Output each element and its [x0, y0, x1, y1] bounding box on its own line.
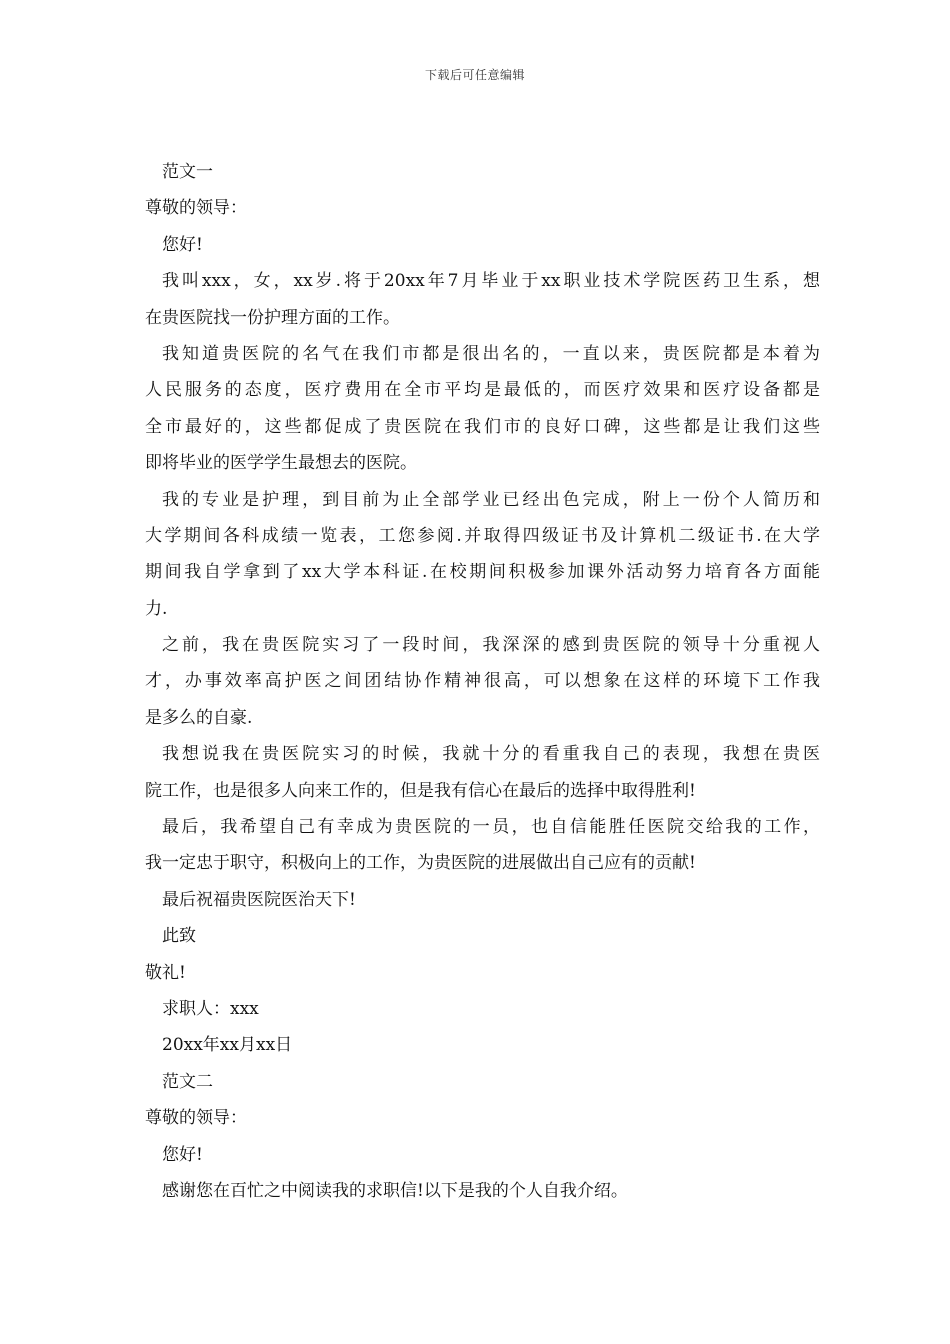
paragraph-line: 我的专业是护理，到目前为止全部学业已经出色完成，附上一份个人简历和	[162, 489, 820, 510]
paragraph-line: 在贵医院找一份护理方面的工作。	[145, 307, 400, 328]
closing-line: 此致	[162, 926, 196, 947]
paragraph-line: 院工作，也是很多人向来工作的，但是我有信心在最后的选择中取得胜利!	[145, 780, 696, 801]
paragraph-line: 是多么的自豪.	[145, 707, 253, 728]
paragraph-line: 力.	[145, 598, 168, 619]
paragraph-line: 人民服务的态度，医疗费用在全市平均是最低的，而医疗效果和医疗设备都是	[145, 380, 820, 401]
paragraph-line: 才，办事效率高护医之间团结协作精神很高，可以想象在这样的环境下工作我	[145, 671, 820, 692]
salutation: 尊敬的领导：	[145, 198, 247, 219]
blessing: 最后祝福贵医院医治天下!	[162, 889, 356, 910]
paragraph-line: 我想说我在贵医院实习的时候，我就十分的看重我自己的表现，我想在贵医	[162, 744, 820, 765]
paragraph-line: 我一定忠于职守，积极向上的工作，为贵医院的进展做出自己应有的贡献!	[145, 853, 696, 874]
applicant-signature: 求职人：xxx	[162, 998, 259, 1019]
paragraph-line: 即将毕业的医学学生最想去的医院。	[145, 453, 417, 474]
section-title: 范文二	[162, 1071, 213, 1092]
salutation: 尊敬的领导：	[145, 1108, 247, 1129]
greeting: 您好!	[162, 234, 203, 255]
section-title: 范文一	[162, 162, 213, 182]
paragraph-line: 之前，我在贵医院实习了一段时间，我深深的感到贵医院的领导十分重视人	[162, 635, 820, 656]
letter-date: 20xx年xx月xx日	[162, 1035, 293, 1056]
paragraph-line: 期间我自学拿到了xx大学本科证.在校期间积极参加课外活动努力培育各方面能	[145, 562, 820, 583]
page-header: 下载后可任意编辑	[424, 68, 525, 82]
paragraph-line: 我知道贵医院的名气在我们市都是很出名的，一直以来，贵医院都是本着为	[162, 343, 820, 364]
paragraph-line: 最后，我希望自己有幸成为贵医院的一员，也自信能胜任医院交给我的工作，	[162, 817, 820, 838]
paragraph-line: 大学期间各科成绩一览表，工您参阅.并取得四级证书及计算机二级证书.在大学	[145, 525, 820, 546]
document-body	[145, 154, 820, 1209]
paragraph-line: 全市最好的，这些都促成了贵医院在我们市的良好口碑，这些都是让我们这些	[145, 416, 820, 437]
closing-salute: 敬礼!	[145, 962, 186, 983]
paragraph-line: 感谢您在百忙之中阅读我的求职信!以下是我的个人自我介绍。	[162, 1180, 628, 1201]
greeting: 您好!	[162, 1144, 203, 1165]
paragraph-line: 我叫xxx，女，xx岁.将于20xx年7月毕业于xx职业技术学院医药卫生系，想	[162, 271, 820, 292]
